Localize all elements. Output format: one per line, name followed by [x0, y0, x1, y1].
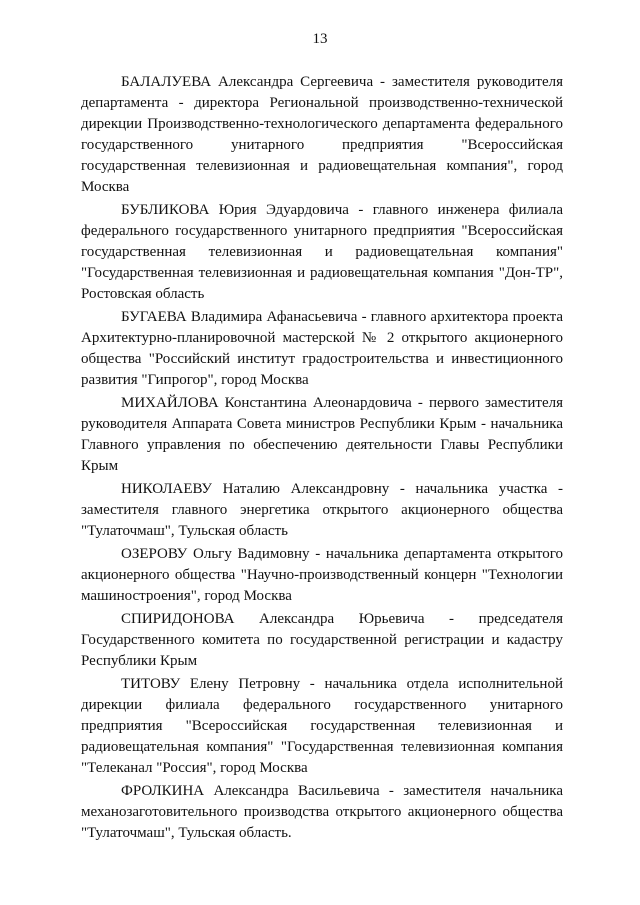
list-item: ОЗЕРОВУ Ольгу Вадимовну - начальника департамента открытого акционерного общества "Научно-производственный концерн "Технологии машиностроения", город Москва: [81, 546, 563, 604]
list-item: БУГАЕВА Владимира Афанасьевича - главного архитектора проекта Архитектурно-планировочной мастерской № 2 открытого акционерного общества "Российский институт градостроительства и инвестиционного развития "Гипрогор", город Москва: [81, 309, 563, 388]
list-item: НИКОЛАЕВУ Наталию Александровну - начальника участка - заместителя главного энергетика открытого акционерного общества "Тулаточмаш", Тульская область: [81, 481, 563, 539]
list-item: БАЛАЛУЕВА Александра Сергеевича - заместителя руководителя департамента - директора Региональной производственно-технической дирекции Производственно-технологического департамента федерального государственного унитарного предприятия "Всероссийская государственная телевизионная и радиовещательная компания", город Москва: [81, 74, 563, 195]
page-number: 13: [312, 31, 328, 47]
list-item: ТИТОВУ Елену Петровну - начальника отдела исполнительной дирекции филиала федерального государственного унитарного предприятия "Всероссийская государственная телевизионная и радиовещательная компания" "Государственная телевизионная компания "Телеканал "Россия", город Москва: [81, 676, 563, 776]
award-list: [81, 72, 563, 846]
list-item: ФРОЛКИНА Александра Васильевича - заместителя начальника механозаготовительного производства открытого акционерного общества "Тулаточмаш", Тульская область.: [81, 783, 563, 841]
list-item: МИХАЙЛОВА Константина Алеонардовича - первого заместителя руководителя Аппарата Совета министров Республики Крым - начальника Главного управления по обеспечению деятельности Главы Республики Крым: [81, 395, 563, 474]
list-item: БУБЛИКОВА Юрия Эдуардовича - главного инженера филиала федерального государственного унитарного предприятия "Всероссийская государственная телевизионная и радиовещательная компания" "Государственная телевизионная и радиовещательная компания "Дон-ТР", Ростовская область: [81, 202, 563, 302]
list-item: СПИРИДОНОВА Александра Юрьевича - председателя Государственного комитета по государственной регистрации и кадастру Республики Крым: [81, 611, 563, 669]
